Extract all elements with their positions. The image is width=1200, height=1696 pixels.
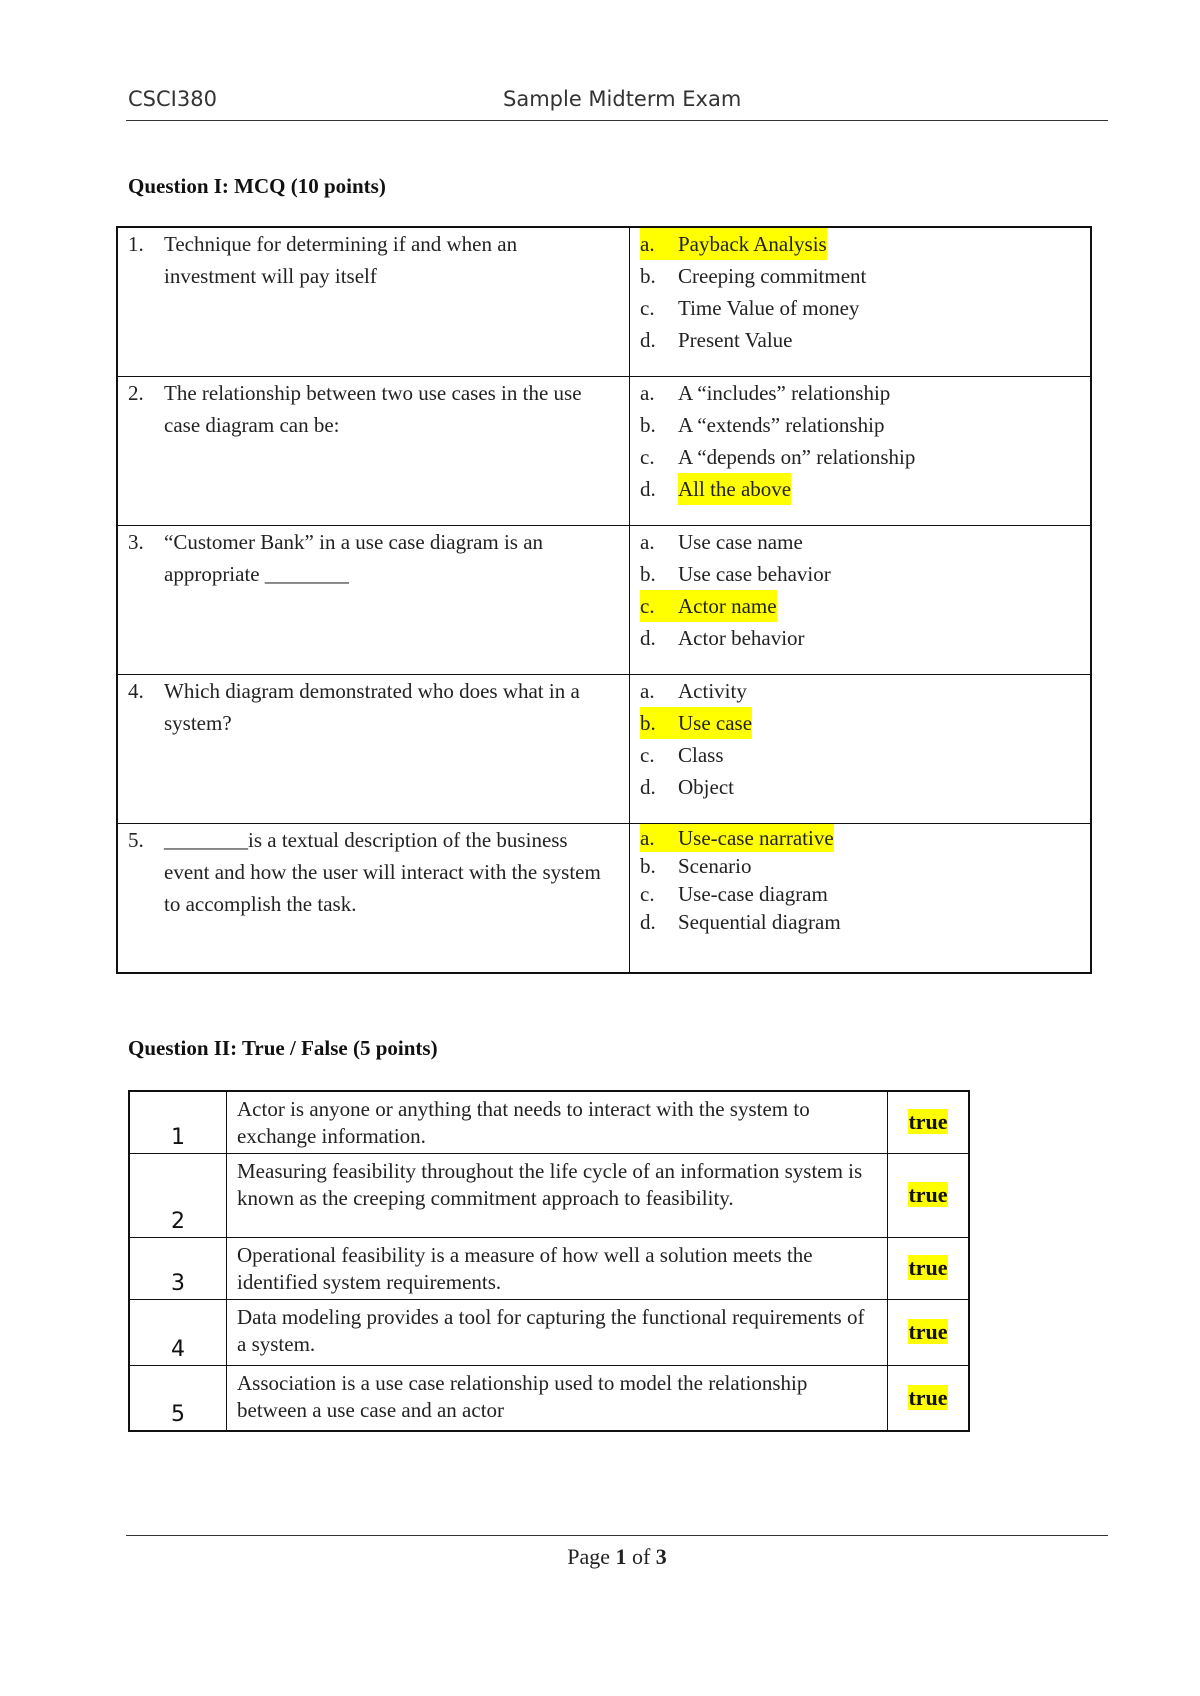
option bbox=[640, 622, 1080, 654]
course-code: CSCI380 bbox=[128, 87, 217, 111]
option bbox=[640, 409, 1080, 441]
question-cell bbox=[117, 824, 630, 974]
tf-statement: Association is a use case relationship used to model the relationship between a use case and an actor bbox=[227, 1365, 888, 1431]
current-page: 1 bbox=[615, 1544, 627, 1569]
option bbox=[640, 908, 1080, 936]
option-text: All the above bbox=[678, 473, 791, 505]
tf-answer-cell bbox=[888, 1153, 970, 1237]
option-text: Actor behavior bbox=[678, 626, 805, 650]
of-label: of bbox=[631, 1544, 651, 1569]
tf-answer: true bbox=[908, 1384, 948, 1410]
option-letter: c. bbox=[640, 296, 655, 320]
question-number: 2. bbox=[128, 381, 144, 405]
option-letter: b. bbox=[640, 264, 656, 288]
option-text: Use case behavior bbox=[678, 562, 831, 586]
tf-row bbox=[129, 1299, 969, 1365]
option-text: Payback Analysis bbox=[678, 232, 827, 256]
option-letter: d. bbox=[640, 328, 656, 352]
option bbox=[640, 852, 1080, 880]
tf-number: 1 bbox=[129, 1091, 227, 1153]
option-letter: a. bbox=[640, 530, 655, 554]
option bbox=[640, 824, 1080, 852]
option-letter: a. bbox=[640, 232, 655, 256]
option-text: Use case name bbox=[678, 530, 803, 554]
option-text: Object bbox=[678, 775, 734, 799]
question-text: Technique for determining if and when an investment will pay itself bbox=[164, 232, 518, 288]
tf-answer: true bbox=[908, 1109, 948, 1135]
mcq-row bbox=[117, 377, 1091, 526]
mcq-row bbox=[117, 526, 1091, 675]
option-text: Use-case narrative bbox=[678, 826, 834, 850]
question-number: 4. bbox=[128, 679, 144, 703]
question-number: 3. bbox=[128, 530, 144, 554]
tf-answer: true bbox=[908, 1182, 948, 1207]
option-letter: c. bbox=[640, 445, 655, 469]
option bbox=[640, 228, 1080, 260]
tf-statement: Data modeling provides a tool for capturing the functional requirements of a system. bbox=[227, 1299, 888, 1365]
question-cell bbox=[117, 377, 630, 526]
option bbox=[640, 880, 1080, 908]
option-text: A “depends on” relationship bbox=[678, 445, 916, 469]
tf-row bbox=[129, 1365, 969, 1431]
exam-title: Sample Midterm Exam bbox=[503, 87, 742, 111]
option bbox=[640, 441, 1080, 473]
option-text: Class bbox=[678, 743, 724, 767]
option-letter: b. bbox=[640, 854, 656, 878]
option bbox=[640, 292, 1080, 324]
options-cell bbox=[630, 675, 1092, 824]
option-text: Sequential diagram bbox=[678, 910, 841, 934]
tf-answer-cell bbox=[888, 1237, 970, 1299]
option-letter: a. bbox=[640, 679, 655, 703]
page-label: Page bbox=[567, 1544, 610, 1569]
page-header bbox=[126, 84, 1108, 121]
tf-statement: Actor is anyone or anything that needs to interact with the system to exchange information. bbox=[227, 1091, 888, 1153]
option-letter: d. bbox=[640, 775, 656, 799]
tf-row bbox=[129, 1153, 969, 1237]
option-letter: b. bbox=[640, 711, 656, 735]
option bbox=[640, 260, 1080, 292]
section-1-title: Question I: MCQ (10 points) bbox=[128, 174, 386, 198]
page-footer bbox=[126, 1535, 1108, 1569]
tf-row bbox=[129, 1091, 969, 1153]
tf-answer-cell bbox=[888, 1091, 970, 1153]
tf-answer: true bbox=[908, 1319, 948, 1344]
option-letter: d. bbox=[640, 477, 656, 501]
tf-row bbox=[129, 1237, 969, 1299]
question-number: 5. bbox=[128, 828, 144, 852]
tf-number: 4 bbox=[129, 1299, 227, 1365]
option-text: A “extends” relationship bbox=[678, 413, 885, 437]
option-text: A “includes” relationship bbox=[678, 381, 891, 405]
option-letter: c. bbox=[640, 743, 655, 767]
option-text: Use case bbox=[678, 711, 753, 735]
section-2-title: Question II: True / False (5 points) bbox=[128, 1036, 438, 1060]
option-text: Creeping commitment bbox=[678, 264, 867, 288]
option bbox=[640, 377, 1080, 409]
option-letter: c. bbox=[640, 882, 655, 906]
option-letter: d. bbox=[640, 910, 656, 934]
option bbox=[640, 590, 1080, 622]
option-text: Scenario bbox=[678, 854, 752, 878]
option bbox=[640, 473, 1080, 505]
true-false-table bbox=[128, 1090, 970, 1432]
question-number: 1. bbox=[128, 232, 144, 256]
option bbox=[640, 324, 1080, 356]
options-cell bbox=[630, 824, 1092, 974]
question-cell bbox=[117, 526, 630, 675]
options-cell bbox=[630, 526, 1092, 675]
question-cell bbox=[117, 227, 630, 377]
question-cell bbox=[117, 675, 630, 824]
question-text: ________is a textual description of the business event and how the user will interact with the system to accomplish the task. bbox=[164, 828, 601, 916]
question-text: Which diagram demonstrated who does what in a system? bbox=[164, 679, 580, 735]
option-letter: c. bbox=[640, 594, 655, 618]
option-letter: d. bbox=[640, 626, 656, 650]
option-text: Time Value of money bbox=[678, 296, 860, 320]
option-letter: a. bbox=[640, 826, 655, 850]
options-cell bbox=[630, 227, 1092, 377]
total-pages: 3 bbox=[655, 1544, 667, 1569]
options-cell bbox=[630, 377, 1092, 526]
option-letter: b. bbox=[640, 413, 656, 437]
option-text: Use-case diagram bbox=[678, 882, 828, 906]
tf-number: 2 bbox=[129, 1153, 227, 1237]
tf-statement: Operational feasibility is a measure of how well a solution meets the identified system requirements. bbox=[227, 1237, 888, 1299]
option-letter: a. bbox=[640, 381, 655, 405]
tf-answer-cell bbox=[888, 1365, 970, 1431]
option bbox=[640, 558, 1080, 590]
option bbox=[640, 526, 1080, 558]
tf-answer: true bbox=[908, 1255, 948, 1280]
option-text: Actor name bbox=[678, 594, 777, 618]
option-text: Activity bbox=[678, 679, 747, 703]
mcq-row bbox=[117, 824, 1091, 974]
tf-number: 5 bbox=[129, 1365, 227, 1431]
option bbox=[640, 739, 1080, 771]
question-text: The relationship between two use cases in the use case diagram can be: bbox=[164, 381, 582, 437]
option-letter: b. bbox=[640, 562, 656, 586]
tf-number: 3 bbox=[129, 1237, 227, 1299]
tf-statement: Measuring feasibility throughout the life cycle of an information system is known as the creeping commitment approach to feasibility. bbox=[227, 1153, 888, 1237]
tf-answer-cell bbox=[888, 1299, 970, 1365]
mcq-row bbox=[117, 227, 1091, 377]
option-text: Present Value bbox=[678, 328, 793, 352]
mcq-row bbox=[117, 675, 1091, 824]
page-number bbox=[126, 1544, 1108, 1570]
option bbox=[640, 771, 1080, 803]
option bbox=[640, 707, 1080, 739]
mcq-table bbox=[116, 226, 1092, 974]
option bbox=[640, 675, 1080, 707]
question-text: “Customer Bank” in a use case diagram is an appropriate ________ bbox=[164, 530, 544, 586]
